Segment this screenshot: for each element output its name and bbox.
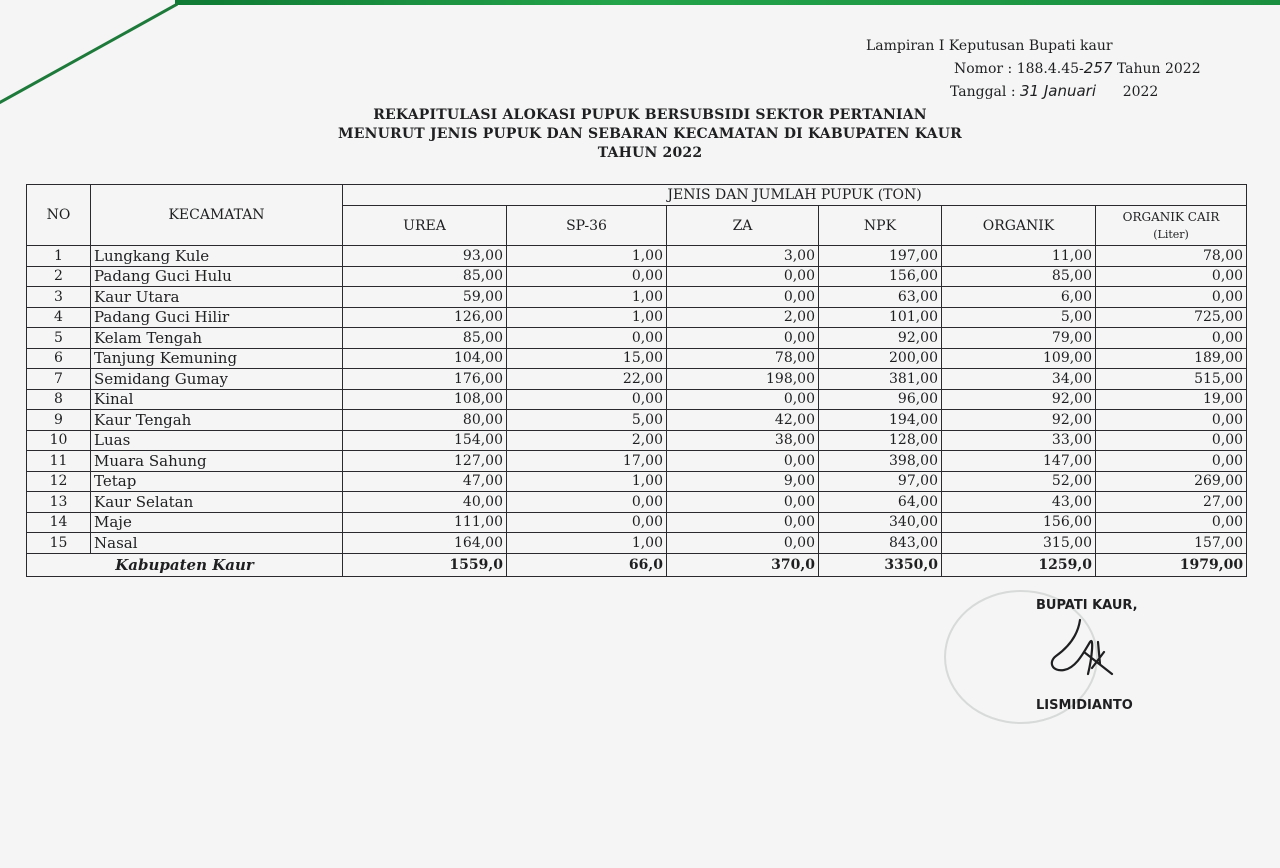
row-za: 0,00 bbox=[667, 287, 819, 308]
row-sp36: 0,00 bbox=[507, 492, 667, 513]
nomor-value: : 188.4.45- bbox=[1007, 61, 1084, 77]
total-za: 370,0 bbox=[667, 553, 819, 576]
total-urea: 1559,0 bbox=[343, 553, 507, 576]
table-row bbox=[27, 410, 1247, 431]
row-organik: 92,00 bbox=[942, 389, 1096, 410]
row-npk: 156,00 bbox=[819, 266, 942, 287]
header-organik-cair-unit: (Liter) bbox=[1153, 227, 1189, 241]
header-npk: NPK bbox=[819, 206, 942, 246]
header-organik-cair-label: ORGANIK CAIR bbox=[1122, 209, 1220, 224]
row-npk: 64,00 bbox=[819, 492, 942, 513]
row-sp36: 2,00 bbox=[507, 430, 667, 451]
row-no: 11 bbox=[27, 451, 91, 472]
row-sp36: 0,00 bbox=[507, 266, 667, 287]
row-no: 1 bbox=[27, 246, 91, 267]
header-no: NO bbox=[27, 185, 91, 246]
table-row bbox=[27, 512, 1247, 533]
table-row bbox=[27, 348, 1247, 369]
row-za: 0,00 bbox=[667, 492, 819, 513]
table-row bbox=[27, 369, 1247, 390]
row-kecamatan: Maje bbox=[91, 512, 343, 533]
row-kecamatan: Kelam Tengah bbox=[91, 328, 343, 349]
nomor-tail: Tahun 2022 bbox=[1116, 61, 1201, 77]
header-group: JENIS DAN JUMLAH PUPUK (TON) bbox=[343, 185, 1247, 206]
row-za: 0,00 bbox=[667, 389, 819, 410]
row-organik: 43,00 bbox=[942, 492, 1096, 513]
row-za: 3,00 bbox=[667, 246, 819, 267]
row-no: 5 bbox=[27, 328, 91, 349]
table-row bbox=[27, 287, 1247, 308]
row-sp36: 0,00 bbox=[507, 512, 667, 533]
row-sp36: 0,00 bbox=[507, 389, 667, 410]
row-organik-cair: 0,00 bbox=[1096, 430, 1247, 451]
row-organik-cair: 0,00 bbox=[1096, 451, 1247, 472]
row-npk: 63,00 bbox=[819, 287, 942, 308]
total-row bbox=[27, 553, 1247, 576]
row-sp36: 0,00 bbox=[507, 328, 667, 349]
row-npk: 843,00 bbox=[819, 533, 942, 554]
table-row bbox=[27, 451, 1247, 472]
row-organik-cair: 515,00 bbox=[1096, 369, 1247, 390]
row-organik: 315,00 bbox=[942, 533, 1096, 554]
row-organik-cair: 0,00 bbox=[1096, 328, 1247, 349]
row-npk: 96,00 bbox=[819, 389, 942, 410]
row-no: 2 bbox=[27, 266, 91, 287]
row-organik-cair: 0,00 bbox=[1096, 266, 1247, 287]
nomor-handwritten: 257 bbox=[1083, 59, 1113, 77]
tanggal-label: Tanggal : bbox=[950, 84, 1016, 100]
row-no: 7 bbox=[27, 369, 91, 390]
row-organik-cair: 269,00 bbox=[1096, 471, 1247, 492]
row-sp36: 1,00 bbox=[507, 533, 667, 554]
allocation-table bbox=[26, 184, 1247, 577]
signature-scribble bbox=[1040, 612, 1120, 690]
row-za: 38,00 bbox=[667, 430, 819, 451]
row-za: 0,00 bbox=[667, 512, 819, 533]
row-kecamatan: Semidang Gumay bbox=[91, 369, 343, 390]
row-npk: 97,00 bbox=[819, 471, 942, 492]
row-kecamatan: Lungkang Kule bbox=[91, 246, 343, 267]
row-kecamatan: Padang Guci Hulu bbox=[91, 266, 343, 287]
row-urea: 108,00 bbox=[343, 389, 507, 410]
row-za: 78,00 bbox=[667, 348, 819, 369]
table-row bbox=[27, 389, 1247, 410]
signature-title: BUPATI KAUR, bbox=[1036, 598, 1138, 613]
row-npk: 197,00 bbox=[819, 246, 942, 267]
header-organik: ORGANIK bbox=[942, 206, 1096, 246]
nomor-label: Nomor bbox=[954, 61, 1004, 77]
table-row bbox=[27, 266, 1247, 287]
row-za: 0,00 bbox=[667, 328, 819, 349]
row-npk: 92,00 bbox=[819, 328, 942, 349]
row-organik: 34,00 bbox=[942, 369, 1096, 390]
row-za: 42,00 bbox=[667, 410, 819, 431]
total-organik: 1259,0 bbox=[942, 553, 1096, 576]
row-sp36: 1,00 bbox=[507, 287, 667, 308]
row-organik-cair: 0,00 bbox=[1096, 512, 1247, 533]
letterhead bbox=[866, 35, 1201, 103]
table-row bbox=[27, 430, 1247, 451]
row-za: 2,00 bbox=[667, 307, 819, 328]
row-urea: 104,00 bbox=[343, 348, 507, 369]
row-urea: 80,00 bbox=[343, 410, 507, 431]
row-urea: 47,00 bbox=[343, 471, 507, 492]
row-kecamatan: Nasal bbox=[91, 533, 343, 554]
row-za: 198,00 bbox=[667, 369, 819, 390]
row-organik: 147,00 bbox=[942, 451, 1096, 472]
table-row bbox=[27, 246, 1247, 267]
row-no: 6 bbox=[27, 348, 91, 369]
header-kecamatan: KECAMATAN bbox=[91, 185, 343, 246]
total-organik-cair: 1979,00 bbox=[1096, 553, 1247, 576]
row-organik: 109,00 bbox=[942, 348, 1096, 369]
row-urea: 93,00 bbox=[343, 246, 507, 267]
row-kecamatan: Kaur Selatan bbox=[91, 492, 343, 513]
row-no: 14 bbox=[27, 512, 91, 533]
header-za: ZA bbox=[667, 206, 819, 246]
row-sp36: 5,00 bbox=[507, 410, 667, 431]
header-urea: UREA bbox=[343, 206, 507, 246]
row-kecamatan: Padang Guci Hilir bbox=[91, 307, 343, 328]
row-urea: 154,00 bbox=[343, 430, 507, 451]
nomor-line bbox=[866, 57, 1201, 80]
title-line-3: TAHUN 2022 bbox=[597, 145, 703, 161]
title-line-2: MENURUT JENIS PUPUK DAN SEBARAN KECAMATAN DI KABUPATEN KAUR bbox=[338, 126, 962, 142]
total-label: Kabupaten Kaur bbox=[27, 553, 343, 576]
row-organik-cair: 27,00 bbox=[1096, 492, 1247, 513]
row-sp36: 1,00 bbox=[507, 471, 667, 492]
row-organik: 85,00 bbox=[942, 266, 1096, 287]
row-kecamatan: Kaur Utara bbox=[91, 287, 343, 308]
table-row bbox=[27, 328, 1247, 349]
signer-name: LISMIDIANTO bbox=[1036, 698, 1133, 713]
row-sp36: 22,00 bbox=[507, 369, 667, 390]
row-kecamatan: Tetap bbox=[91, 471, 343, 492]
row-organik: 33,00 bbox=[942, 430, 1096, 451]
row-no: 10 bbox=[27, 430, 91, 451]
row-organik: 6,00 bbox=[942, 287, 1096, 308]
lampiran-line: Lampiran I Keputusan Bupati kaur bbox=[866, 38, 1113, 54]
row-organik: 79,00 bbox=[942, 328, 1096, 349]
table-row bbox=[27, 533, 1247, 554]
row-organik-cair: 157,00 bbox=[1096, 533, 1247, 554]
row-organik-cair: 189,00 bbox=[1096, 348, 1247, 369]
title-line-1: REKAPITULASI ALOKASI PUPUK BERSUBSIDI SEKTOR PERTANIAN bbox=[373, 107, 927, 123]
total-npk: 3350,0 bbox=[819, 553, 942, 576]
row-npk: 340,00 bbox=[819, 512, 942, 533]
header-organik-cair bbox=[1096, 206, 1247, 246]
row-kecamatan: Luas bbox=[91, 430, 343, 451]
row-npk: 101,00 bbox=[819, 307, 942, 328]
row-sp36: 17,00 bbox=[507, 451, 667, 472]
row-urea: 40,00 bbox=[343, 492, 507, 513]
table-row bbox=[27, 492, 1247, 513]
row-npk: 381,00 bbox=[819, 369, 942, 390]
row-kecamatan: Tanjung Kemuning bbox=[91, 348, 343, 369]
row-no: 12 bbox=[27, 471, 91, 492]
row-organik: 52,00 bbox=[942, 471, 1096, 492]
row-kecamatan: Kaur Tengah bbox=[91, 410, 343, 431]
row-urea: 111,00 bbox=[343, 512, 507, 533]
row-no: 15 bbox=[27, 533, 91, 554]
row-npk: 128,00 bbox=[819, 430, 942, 451]
row-organik: 5,00 bbox=[942, 307, 1096, 328]
row-organik: 11,00 bbox=[942, 246, 1096, 267]
row-urea: 164,00 bbox=[343, 533, 507, 554]
tanggal-line bbox=[866, 80, 1201, 103]
table-row bbox=[27, 471, 1247, 492]
row-kecamatan: Muara Sahung bbox=[91, 451, 343, 472]
document-title bbox=[300, 106, 1000, 163]
row-organik-cair: 0,00 bbox=[1096, 287, 1247, 308]
row-za: 9,00 bbox=[667, 471, 819, 492]
row-urea: 85,00 bbox=[343, 266, 507, 287]
row-kecamatan: Kinal bbox=[91, 389, 343, 410]
table-row bbox=[27, 307, 1247, 328]
row-urea: 59,00 bbox=[343, 287, 507, 308]
tanggal-handwritten: 31 Januari bbox=[1019, 82, 1096, 100]
row-no: 3 bbox=[27, 287, 91, 308]
row-urea: 126,00 bbox=[343, 307, 507, 328]
row-urea: 85,00 bbox=[343, 328, 507, 349]
row-organik-cair: 78,00 bbox=[1096, 246, 1247, 267]
row-no: 8 bbox=[27, 389, 91, 410]
row-no: 13 bbox=[27, 492, 91, 513]
row-za: 0,00 bbox=[667, 451, 819, 472]
row-organik: 156,00 bbox=[942, 512, 1096, 533]
tanggal-year: 2022 bbox=[1122, 84, 1159, 100]
row-za: 0,00 bbox=[667, 533, 819, 554]
row-sp36: 15,00 bbox=[507, 348, 667, 369]
row-organik: 92,00 bbox=[942, 410, 1096, 431]
row-za: 0,00 bbox=[667, 266, 819, 287]
row-no: 9 bbox=[27, 410, 91, 431]
row-organik-cair: 725,00 bbox=[1096, 307, 1247, 328]
row-no: 4 bbox=[27, 307, 91, 328]
total-sp36: 66,0 bbox=[507, 553, 667, 576]
row-npk: 194,00 bbox=[819, 410, 942, 431]
green-diagonal-edge bbox=[0, 3, 178, 105]
green-top-edge bbox=[175, 0, 1280, 5]
row-organik-cair: 0,00 bbox=[1096, 410, 1247, 431]
row-sp36: 1,00 bbox=[507, 246, 667, 267]
row-organik-cair: 19,00 bbox=[1096, 389, 1247, 410]
header-sp36: SP-36 bbox=[507, 206, 667, 246]
row-npk: 398,00 bbox=[819, 451, 942, 472]
row-urea: 127,00 bbox=[343, 451, 507, 472]
row-urea: 176,00 bbox=[343, 369, 507, 390]
row-npk: 200,00 bbox=[819, 348, 942, 369]
row-sp36: 1,00 bbox=[507, 307, 667, 328]
